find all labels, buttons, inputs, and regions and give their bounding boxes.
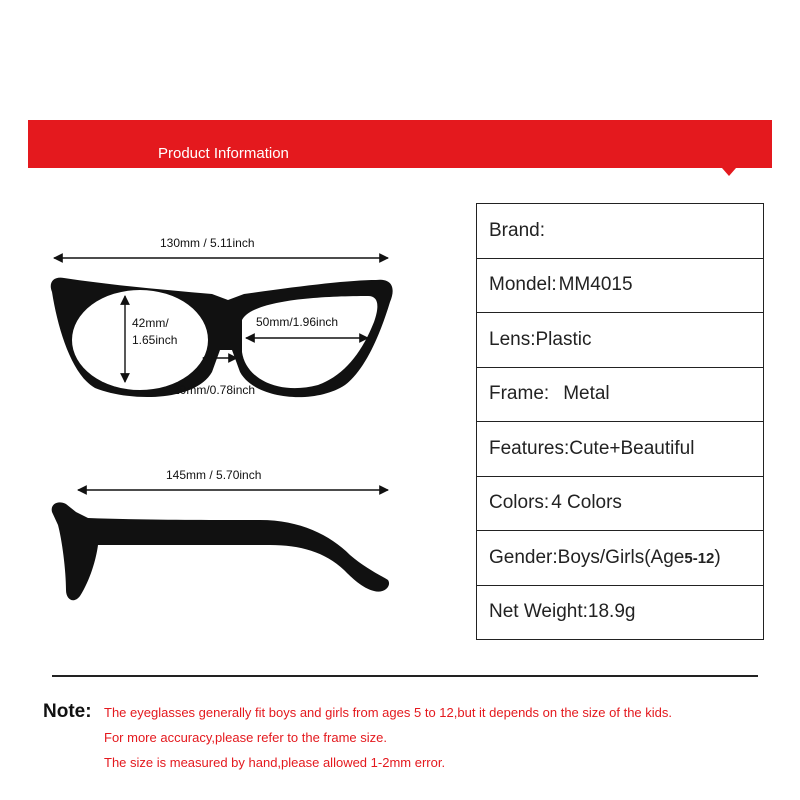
- spec-value: Cute+Beautiful: [569, 437, 695, 459]
- spec-label: Gender:: [489, 546, 558, 568]
- glasses-temple: [52, 502, 389, 600]
- spec-row-brand: [477, 204, 764, 259]
- spec-value: MM4015: [558, 274, 633, 296]
- spec-row-gender: [477, 531, 764, 586]
- spec-label: Frame:: [489, 383, 550, 405]
- spec-label: Brand:: [489, 219, 545, 241]
- note-line-3: The size is measured by hand,please allowed 1-2mm error.: [104, 755, 446, 770]
- divider: [52, 675, 758, 677]
- frame-width-label: 130mm / 5.11inch: [160, 236, 255, 250]
- spec-value: Plastic: [535, 328, 592, 350]
- lens-width-label: 50mm/1.96inch: [256, 315, 339, 329]
- note-line-2: For more accuracy,please refer to the frame size.: [104, 730, 387, 745]
- lens-height-label-line1: 42mm/: [132, 316, 169, 330]
- spec-row-model: [477, 258, 764, 313]
- temple-length-label: 145mm / 5.70inch: [166, 468, 262, 482]
- spec-label: Lens:: [489, 328, 536, 350]
- spec-label: Colors:: [489, 492, 550, 514]
- bridge-label: 20mm/0.78inch: [173, 383, 256, 397]
- spec-value-close: ): [714, 546, 721, 568]
- spec-table: [476, 203, 764, 640]
- spec-value: 18.9g: [587, 601, 636, 623]
- spec-value: Boys/Girls(Age: [557, 546, 685, 568]
- spec-row-lens: [477, 313, 764, 368]
- spec-row-weight: [477, 585, 764, 640]
- spec-row-features: [477, 422, 764, 477]
- spec-label: Features:: [489, 437, 570, 459]
- spec-label: Net Weight:: [489, 601, 588, 623]
- page-title: Product Information: [158, 145, 289, 162]
- note-label: Note:: [43, 701, 92, 722]
- spec-row-colors: [477, 476, 764, 531]
- spec-row-frame: [477, 367, 764, 422]
- spec-label: Mondel:: [489, 274, 557, 296]
- spec-value-age: 5-12: [684, 549, 715, 567]
- right-lens: [242, 296, 377, 388]
- spec-value: Metal: [563, 383, 610, 405]
- lens-height-label-line2: 1.65inch: [132, 333, 178, 347]
- spec-value: 4 Colors: [551, 492, 622, 514]
- note-line-1: The eyeglasses generally fit boys and girls from ages 5 to 12,but it depends on the size of the kids.: [104, 705, 672, 720]
